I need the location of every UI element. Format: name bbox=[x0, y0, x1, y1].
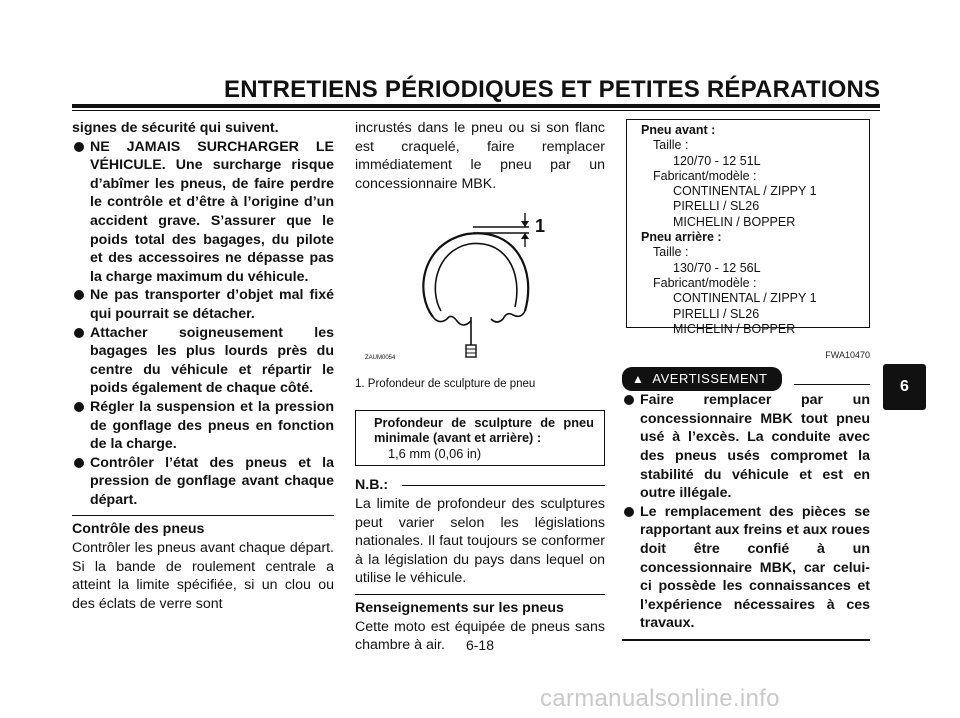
section-text-tire-info: Cette moto est équipée de pneus sans chambre à air. bbox=[355, 618, 605, 654]
column-3 bbox=[622, 119, 870, 641]
tire-spec-box bbox=[626, 119, 870, 336]
rear-size: 130/70 - 12 56L bbox=[673, 260, 761, 275]
front-maker: PIRELLI / SL26 bbox=[673, 199, 760, 214]
list-item: Ne pas transporter d’objet mal fixé qui pourrait se détacher. bbox=[72, 286, 334, 323]
section-text-tire-check: Contrôler les pneus avant chaque départ. Si la bande de roulement centrale a atteint la limite spécifiée, si un clou ou des éclats de verre sont bbox=[72, 540, 334, 612]
tire-tread-figure bbox=[355, 199, 605, 369]
section-divider bbox=[72, 515, 334, 516]
warning-end-rule bbox=[622, 639, 870, 641]
list-item: NE JAMAIS SURCHARGER LE VÉHICULE. Une surcharge risque d’abîmer les pneus, de faire perdre le contrôle et d’être à l’origine d’un accident grave. S’assurer que le poids total des bagages, du pilote et des accessoires ne dépasse pas la charge maximum du véhicule. bbox=[72, 138, 334, 287]
header-rule-thin bbox=[72, 110, 880, 111]
column-2 bbox=[355, 119, 605, 655]
watermark: carmanualsonline.info bbox=[540, 685, 780, 712]
front-maker-label: Fabricant/modèle : bbox=[653, 168, 757, 183]
safety-bullets bbox=[72, 138, 334, 510]
warning-code: FWA10470 bbox=[825, 350, 870, 360]
list-item: Régler la suspension et la pression de gonflage des pneus en fonction de la charge. bbox=[72, 398, 334, 454]
section-title-tire-info: Renseignements sur les pneus bbox=[355, 600, 564, 617]
figure-caption: 1. Profondeur de sculpture de pneu bbox=[355, 378, 536, 391]
intro-text: incrustés dans le pneu ou si son flanc est craquelé, faire remplacer immédiatement le pneu par un concessionnaire MBK. bbox=[355, 120, 605, 192]
nb-heading bbox=[355, 476, 605, 495]
front-size: 120/70 - 12 51L bbox=[673, 153, 761, 168]
rear-maker: PIRELLI / SL26 bbox=[673, 306, 760, 321]
warning-header bbox=[622, 367, 870, 392]
header-rule bbox=[72, 104, 880, 108]
lead-text: signes de sécurité qui suivent. bbox=[72, 120, 279, 136]
section-title-tire-check: Contrôle des pneus bbox=[72, 521, 205, 538]
page-number: 6-18 bbox=[465, 637, 495, 653]
spec-heading: Profondeur de sculpture de pneu minimale (avant et arrière) : bbox=[374, 414, 594, 446]
rear-size-label: Taille : bbox=[653, 245, 689, 260]
nb-label: N.B.: bbox=[355, 477, 389, 494]
rear-maker: MICHELIN / BOPPER bbox=[673, 321, 796, 336]
rear-maker-label: Fabricant/modèle : bbox=[653, 275, 757, 290]
list-item: Le remplacement des pièces se rapportant aux freins et aux roues doit être confié à un concessionnaire MBK, car celui-ci possède les connaissances et l’expérience nécessaires à ces travaux. bbox=[622, 503, 870, 633]
tire-cross-section-icon bbox=[355, 199, 605, 369]
figure-code: ZAUM0054 bbox=[365, 355, 396, 362]
list-item: Faire remplacer par un concessionnaire MBK tout pneu usé à l’excès. La conduite avec des pneus usés compromet la stabilité du véhicule et est en outre illégale. bbox=[622, 391, 870, 503]
warning-badge bbox=[622, 367, 782, 392]
page-header-title: ENTRETIENS PÉRIODIQUES ET PETITES RÉPARATIONS bbox=[224, 76, 881, 103]
warning-triangle-icon: ▲ bbox=[632, 371, 645, 386]
warning-bullets bbox=[622, 391, 870, 633]
front-tire-title: Pneu avant : bbox=[641, 123, 716, 137]
rear-maker: CONTINENTAL / ZIPPY 1 bbox=[673, 291, 817, 306]
warning-rule bbox=[794, 384, 871, 385]
rear-tire-title: Pneu arrière : bbox=[641, 230, 722, 245]
section-divider bbox=[355, 594, 605, 595]
column-1 bbox=[72, 119, 334, 613]
spec-value: 1,6 mm (0,06 in) bbox=[388, 445, 482, 461]
nb-rule bbox=[402, 485, 605, 486]
list-item: Attacher soigneusement les bagages les plus lourds près du centre du véhicule et répartir le poids également de chaque côté. bbox=[72, 324, 334, 398]
nb-text: La limite de profondeur des sculptures peut varier selon les législations nationales. Il faut toujours se conformer à la législation du pays dans lequel on utilise le véhicule. bbox=[355, 496, 605, 587]
list-item: Contrôler l’état des pneus et la pression de gonflage avant chaque départ. bbox=[72, 454, 334, 510]
chapter-tab: 6 bbox=[883, 364, 926, 410]
front-maker: CONTINENTAL / ZIPPY 1 bbox=[673, 184, 817, 199]
figure-callout-1: 1 bbox=[535, 216, 546, 237]
front-maker: MICHELIN / BOPPER bbox=[673, 214, 796, 229]
warning-label: AVERTISSEMENT bbox=[652, 370, 768, 386]
tread-depth-spec-box bbox=[355, 410, 605, 467]
front-size-label: Taille : bbox=[653, 138, 689, 153]
